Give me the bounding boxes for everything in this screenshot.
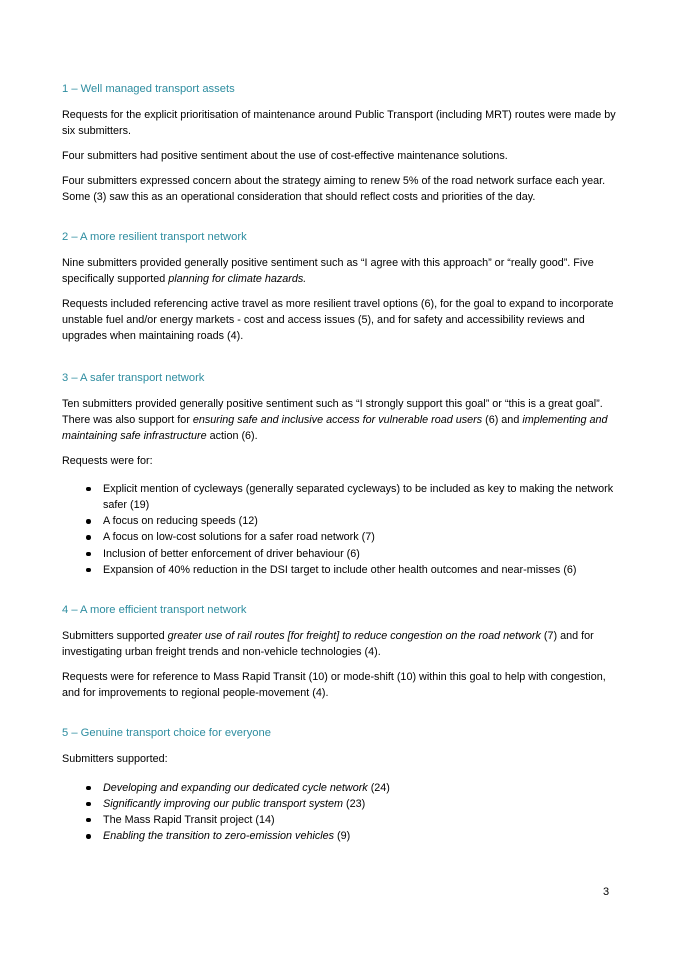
bullet-icon bbox=[86, 519, 91, 524]
emphasis-text: ensuring safe and inclusive access for vulnerable road users bbox=[192, 413, 483, 426]
list-item bbox=[62, 562, 618, 578]
list-item-text: A focus on low-cost solutions for a safer road network (7) bbox=[103, 531, 375, 544]
paragraph: Requests were for reference to Mass Rapid Transit (10) or mode-shift (10) within this goal to help with congestion, and for improvements to regional people-movement (4). bbox=[62, 670, 606, 700]
paragraph: Requests for the explicit prioritisation of maintenance around Public Transport (including MRT) routes were made by six submitters. bbox=[62, 109, 616, 138]
list-item bbox=[62, 529, 618, 545]
emphasis-text: greater use of rail routes [for freight] to reduce congestion on the road network bbox=[167, 630, 541, 643]
list-item-text: (24) bbox=[367, 781, 390, 794]
list-item-text: (23) bbox=[343, 797, 366, 810]
section-resilient-network bbox=[62, 230, 618, 345]
section-heading: 1 – Well managed transport assets bbox=[62, 83, 235, 95]
paragraph bbox=[62, 396, 618, 445]
list-item-text: Explicit mention of cycleways (generally separated cycleways) to be included as key to making the network safer (19) bbox=[103, 482, 614, 512]
text-run: Submitters supported bbox=[62, 630, 168, 643]
section-heading: 3 – A safer transport network bbox=[62, 371, 205, 384]
text-run: Nine submitters provided generally positive sentiment such as “I agree with this approach” or “really good”. Five specifically supported bbox=[62, 257, 594, 286]
list-item bbox=[62, 780, 618, 796]
section-efficient-network bbox=[62, 603, 618, 701]
section-heading: 2 – A more resilient transport network bbox=[62, 231, 247, 244]
text-run: action (6). bbox=[206, 429, 258, 442]
list-item bbox=[62, 812, 618, 828]
list-item bbox=[62, 546, 618, 562]
section-heading: 4 – A more efficient transport network bbox=[62, 604, 247, 617]
list-item bbox=[62, 796, 618, 812]
text-run: (7) and for investigating urban freight trends and non-vehicle technologies (4). bbox=[62, 630, 594, 659]
document-page bbox=[62, 82, 618, 866]
list-item-text: Expansion of 40% reduction in the DSI target to include other health outcomes and near-misses (6) bbox=[103, 563, 577, 576]
emphasis-text: implementing and maintaining safe infrastructure bbox=[62, 413, 608, 442]
bullet-icon bbox=[86, 487, 91, 492]
section-well-managed-assets bbox=[62, 82, 618, 205]
bullet-icon bbox=[86, 568, 91, 573]
paragraph: Requests included referencing active travel as more resilient travel options (6), for the goal to expand to incorporate unstable fuel and/or energy markets - cost and access issues (5), and for safety and accessibility reviews and upgrades when maintaining roads (4). bbox=[62, 297, 614, 343]
paragraph: Four submitters expressed concern about the strategy aiming to renew 5% of the road network surface each year. Some (3) saw this as an operational consideration that should reflect costs and priorities of the day. bbox=[62, 174, 606, 203]
emphasis-text: Enabling the transition to zero-emission vehicles bbox=[103, 830, 335, 843]
list-item-text: Inclusion of better enforcement of driver behaviour (6) bbox=[103, 547, 360, 560]
bullet-icon bbox=[86, 818, 91, 823]
paragraph: Requests were for: bbox=[62, 454, 153, 467]
list-item-text: (9) bbox=[334, 830, 351, 843]
list-item bbox=[62, 513, 618, 529]
emphasis-text: planning for climate hazards. bbox=[168, 273, 307, 286]
bullet-icon bbox=[86, 535, 91, 540]
list-item-text: A focus on reducing speeds (12) bbox=[103, 515, 258, 528]
section-heading: 5 – Genuine transport choice for everyone bbox=[62, 727, 271, 740]
paragraph bbox=[62, 628, 618, 660]
paragraph bbox=[62, 255, 618, 287]
section-safer-network bbox=[62, 371, 618, 579]
list-item bbox=[62, 828, 618, 844]
emphasis-text: Significantly improving our public transport system bbox=[103, 797, 344, 810]
bullet-icon bbox=[86, 786, 91, 791]
text-run: (6) and bbox=[482, 413, 523, 426]
list-item-text: The Mass Rapid Transit project (14) bbox=[103, 813, 275, 826]
section-transport-choice bbox=[62, 726, 618, 844]
page-number: 3 bbox=[603, 886, 610, 898]
bullet-icon bbox=[86, 802, 91, 807]
list-item bbox=[62, 481, 618, 513]
paragraph: Submitters supported: bbox=[62, 753, 168, 766]
emphasis-text: Developing and expanding our dedicated cycle network bbox=[103, 781, 368, 794]
bullet-list bbox=[62, 780, 618, 845]
text-run: Ten submitters provided generally positive sentiment such as “I strongly support this goal” or “this is a great goal”. There was also support for bbox=[62, 397, 603, 426]
paragraph: Four submitters had positive sentiment about the use of cost-effective maintenance solutions. bbox=[62, 149, 508, 162]
bullet-icon bbox=[86, 834, 91, 839]
bullet-list bbox=[62, 481, 618, 578]
bullet-icon bbox=[86, 552, 91, 557]
